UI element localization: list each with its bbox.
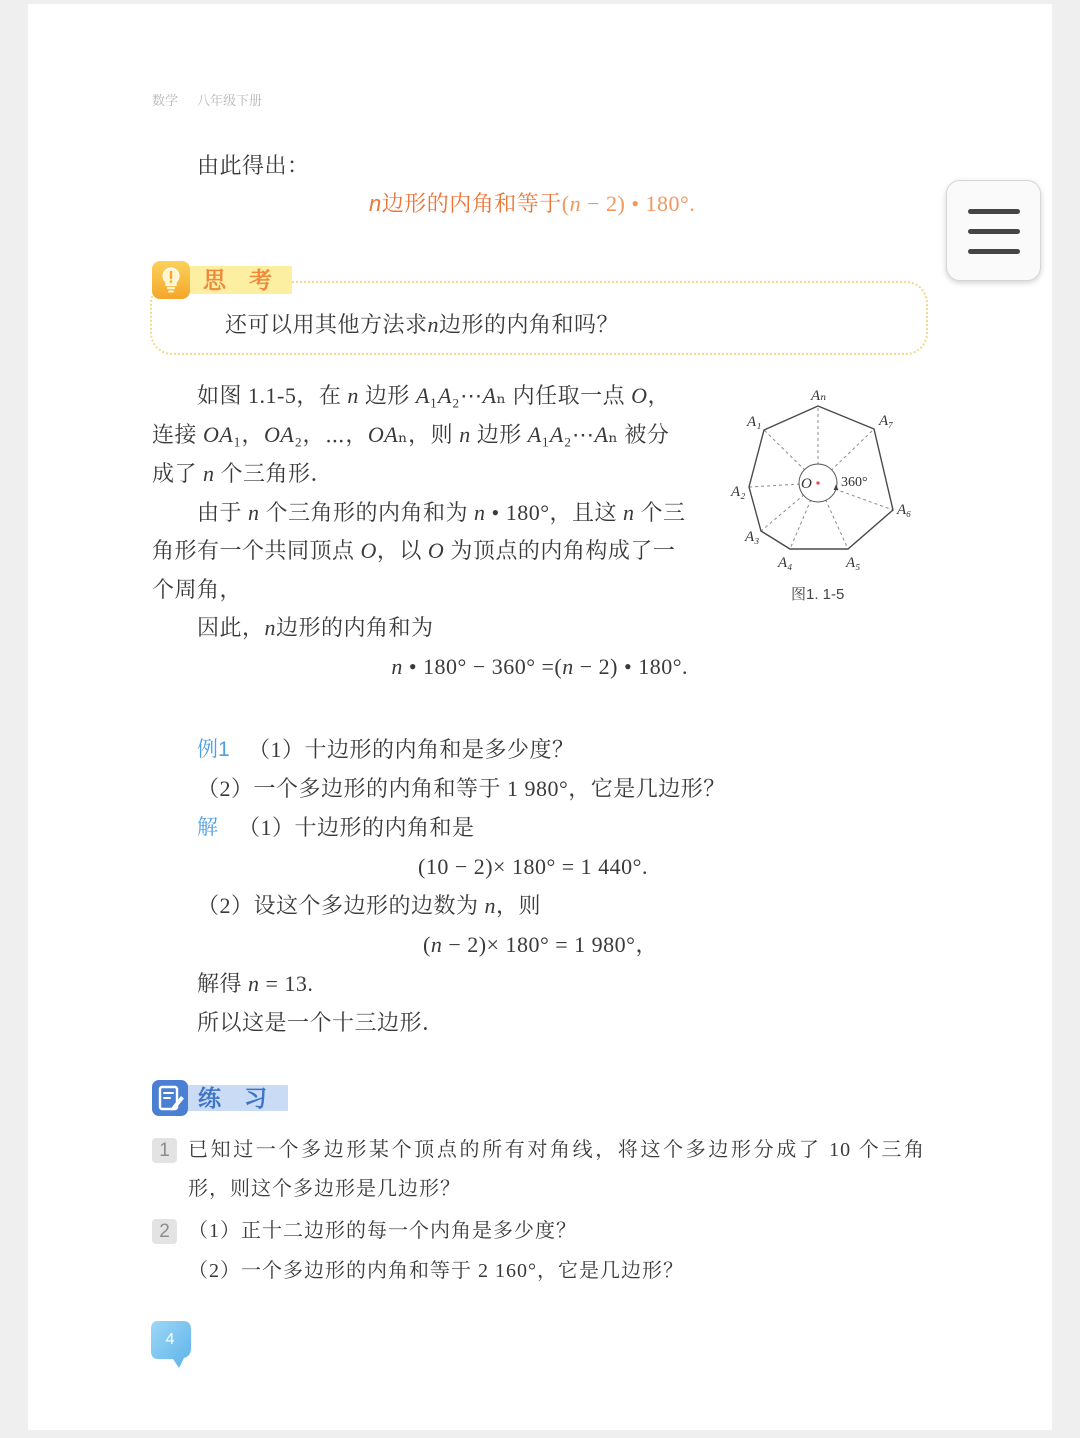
menu-bar-top	[968, 209, 1020, 214]
math-variable: n	[569, 191, 582, 216]
math-variable: n	[369, 191, 382, 216]
practice-title: 练 习	[198, 1085, 267, 1111]
math-variable: n	[427, 312, 440, 337]
math-variable: A	[437, 383, 452, 408]
math-variable: n	[248, 500, 260, 525]
math-variable: A	[594, 422, 609, 447]
math-variable: n	[474, 500, 486, 525]
menu-bar-bottom	[968, 249, 1020, 254]
lightbulb-icon	[152, 261, 190, 299]
center-point	[816, 481, 819, 484]
paragraph-line: 成了 n 个三角形．	[152, 461, 334, 486]
math-variable: A	[415, 383, 430, 408]
example-question-1: （1）十边形的内角和是多少度？	[248, 737, 575, 762]
exercise-number-badge: 1	[152, 1138, 177, 1163]
solution-step-2: （2）设这个多边形的边数为 n，则	[197, 893, 542, 918]
exercise-2-line: （2）一个多边形的内角和等于 2 160°，它是几边形？	[188, 1260, 684, 1282]
menu-bar-middle	[968, 229, 1020, 234]
angle-label: 360°	[841, 475, 868, 490]
exercise-number-badge: 2	[152, 1219, 177, 1244]
example-label: 例1	[197, 738, 230, 761]
paragraph-line: 由于 n 个三角形的内角和为 n • 180°，且这 n 个三	[197, 500, 686, 525]
formula-lead: n边形的内角和等于	[369, 191, 562, 216]
solution-step-1: （1）十边形的内角和是	[238, 815, 475, 840]
vertex-label-a2: A₂	[731, 484, 746, 500]
key-formula	[369, 190, 695, 218]
paragraph-line: 因此，n边形的内角和为	[197, 615, 434, 640]
vertex-label-an: Aₙ	[811, 388, 827, 404]
math-variable: n	[459, 422, 471, 447]
intro-text: 由此得出：	[197, 153, 310, 178]
paragraph-line: 角形有一个共同顶点 O，以 O 为顶点的内角构成了一	[152, 538, 676, 563]
math-variable: n	[430, 932, 443, 957]
think-title: 思 考	[203, 267, 272, 293]
polygon-figure	[720, 380, 930, 580]
math-variable: A	[527, 422, 542, 447]
page-number: 4	[165, 1331, 175, 1348]
vertex-label-a1: A₁	[747, 414, 762, 430]
math-variable: OA	[367, 422, 399, 447]
math-variable: A	[549, 422, 564, 447]
think-question: 还可以用其他方法求n边形的内角和吗？	[225, 312, 620, 337]
math-variable: n	[391, 654, 403, 679]
math-variable: n	[203, 461, 215, 486]
vertex-label-a7: A₇	[879, 413, 894, 429]
math-variable: OA	[203, 422, 234, 447]
math-variable: n	[623, 500, 635, 525]
formula-expression: (n − 2) • 180°.	[561, 191, 696, 216]
solution-conclusion: 所以这是一个十三边形．	[197, 1010, 445, 1035]
math-variable: O	[360, 538, 377, 563]
math-variable: O	[427, 538, 445, 563]
note-pencil-icon	[152, 1080, 188, 1116]
solution-result: 解得 n = 13.	[197, 971, 314, 996]
menu-button[interactable]	[946, 180, 1041, 281]
math-variable: OA	[264, 422, 295, 447]
exercise-2-line: （1）正十二边形的每一个内角是多少度？	[188, 1220, 577, 1242]
exercise-1-line: 已知过一个多边形某个顶点的所有对角线，将这个多边形分成了 10 个三角	[188, 1139, 925, 1161]
math-variable: n	[248, 971, 260, 996]
example-question-2: （2）一个多边形的内角和等于 1 980°，它是几边形？	[197, 776, 726, 801]
math-variable: n	[347, 383, 359, 408]
vertex-label-a3: A₃	[745, 529, 760, 545]
solution-calc-2: (n − 2)× 180° = 1 980°，	[423, 932, 658, 957]
math-variable: n	[562, 654, 574, 679]
math-variable: A	[482, 383, 497, 408]
header-grade: 八年级下册	[197, 93, 263, 108]
figure-caption: 图1. 1-5	[791, 586, 845, 603]
math-variable: O	[631, 383, 648, 408]
vertex-label-a4: A₄	[778, 555, 793, 571]
paragraph-line: 连接 OA₁，OA₂，⋯，OAₙ，则 n 边形 A₁A₂⋯Aₙ 被分	[152, 422, 670, 447]
header-subject: 数学	[152, 93, 179, 108]
paragraph-line: 个周角，	[152, 577, 243, 602]
math-variable: n	[264, 615, 277, 640]
solution-calc-1: (10 − 2)× 180° = 1 440°.	[418, 854, 648, 879]
vertex-label-a5: A₅	[846, 555, 861, 571]
vertex-label-a6: A₆	[897, 502, 912, 518]
paragraph-line: 如图 1.1-5，在 n 边形 A₁A₂⋯Aₙ 内任取一点 O，	[197, 383, 670, 408]
center-label: O	[801, 476, 812, 492]
solution-label: 解	[197, 816, 218, 839]
math-variable: n	[484, 893, 497, 918]
derivation-formula: n • 180° − 360° =(n − 2) • 180°.	[391, 654, 688, 679]
exercise-1-line: 形，则这个多边形是几边形？	[188, 1178, 461, 1200]
